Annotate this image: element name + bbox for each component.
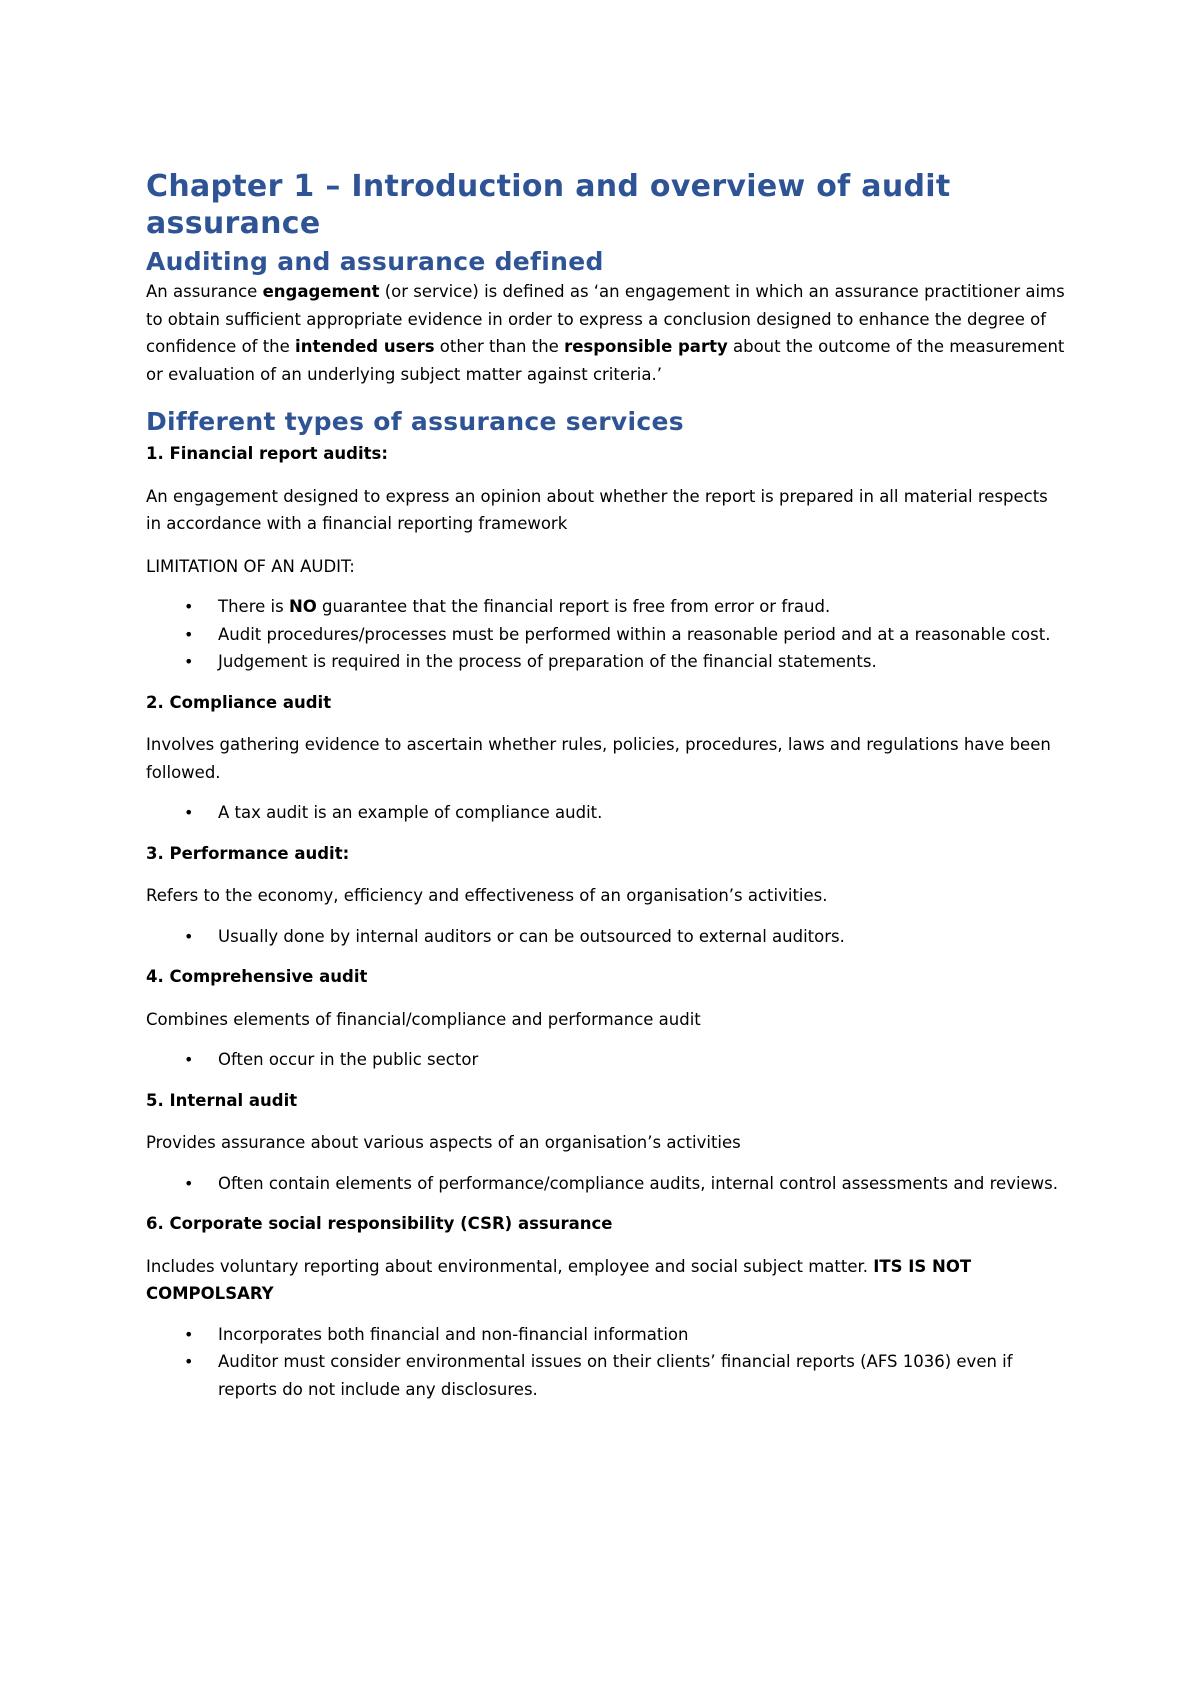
bullet-icon: •: [184, 652, 194, 671]
bullet-icon: •: [184, 803, 194, 822]
performance-list: [146, 923, 1066, 951]
limitation-label: LIMITATION OF AN AUDIT:: [146, 556, 355, 576]
csr-list: [146, 1321, 1066, 1404]
subheading-compliance-audit: 2. Compliance audit: [146, 692, 332, 712]
bullet-icon: •: [184, 1173, 194, 1193]
csr-description: Includes voluntary reporting about environmental, employee and social subject matter. ITS IS NOT COMPOLSARY: [146, 1256, 972, 1303]
list-item: • Audit procedures/processes must be performed within a reasonable period and at a reasonable cost.: [146, 621, 1066, 649]
assurance-definition-paragraph: An assurance engagement (or service) is defined as ‘an engagement in which an assurance practitioner aims to obtain sufficient appropriate evidence in order to express a conclusion designed to enhance the degree of confidence of the intended users other than the responsible party about the outcome of the measurement or evaluation of an underlying subject matter against criteria.’: [146, 282, 1065, 384]
comprehensive-audit-description: Combines elements of financial/compliance and performance audit: [146, 1009, 701, 1029]
list-item: • Judgement is required in the process of preparation of the financial statements.: [146, 648, 1066, 676]
term-engagement: engagement: [262, 282, 380, 301]
performance-audit-description: Refers to the economy, efficiency and effectiveness of an organisation’s activities.: [146, 886, 828, 905]
term-responsible-party: responsible party: [564, 337, 728, 356]
compliance-audit-description: Involves gathering evidence to ascertain whether rules, policies, procedures, laws and regulations have been followed.: [146, 735, 1051, 782]
chapter-title: Chapter 1 – Introduction and overview of audit assurance: [146, 169, 951, 241]
list-item: • Often occur in the public sector: [146, 1046, 1066, 1074]
document-content: [146, 168, 1066, 1403]
subheading-financial-report-audits: 1. Financial report audits:: [146, 444, 388, 463]
subheading-internal-audit: 5. Internal audit: [146, 1090, 298, 1110]
internal-list: [146, 1170, 1066, 1198]
comprehensive-list: [146, 1046, 1066, 1074]
list-item: • There is NO guarantee that the financial report is free from error or fraud.: [146, 593, 1066, 621]
csr-not-compulsory-note: ITS IS NOT COMPOLSARY: [146, 1256, 972, 1303]
limitation-list: [146, 593, 1066, 676]
list-item: • Usually done by internal auditors or can be outsourced to external auditors.: [146, 923, 1066, 951]
bullet-icon: •: [184, 597, 194, 616]
bullet-icon: •: [184, 624, 194, 644]
bullet-icon: •: [184, 1050, 194, 1069]
bullet-icon: •: [184, 926, 194, 946]
subheading-comprehensive-audit: 4. Comprehensive audit: [146, 967, 368, 986]
list-item: • Often contain elements of performance/compliance audits, internal control assessments and reviews.: [146, 1170, 1066, 1198]
bullet-icon: •: [184, 1352, 194, 1371]
subheading-performance-audit: 3. Performance audit:: [146, 843, 350, 863]
subheading-csr-assurance: 6. Corporate social responsibility (CSR) assurance: [146, 1214, 613, 1233]
list-item: • A tax audit is an example of compliance audit.: [146, 799, 1066, 827]
list-item: • Auditor must consider environmental issues on their clients’ financial reports (AFS 1036) even if reports do not include any disclosures.: [146, 1348, 1066, 1403]
compliance-list: [146, 799, 1066, 827]
heading-types-of-assurance: Different types of assurance services: [146, 407, 684, 436]
list-item: • Incorporates both financial and non-financial information: [146, 1321, 1066, 1349]
heading-auditing-assurance-defined: Auditing and assurance defined: [146, 247, 604, 276]
term-intended-users: intended users: [295, 337, 435, 356]
internal-audit-description: Provides assurance about various aspects of an organisation’s activities: [146, 1133, 741, 1152]
financial-audit-description: An engagement designed to express an opinion about whether the report is prepared in all material respects in accordance with a financial reporting framework: [146, 486, 1048, 533]
bullet-icon: •: [184, 1324, 194, 1344]
